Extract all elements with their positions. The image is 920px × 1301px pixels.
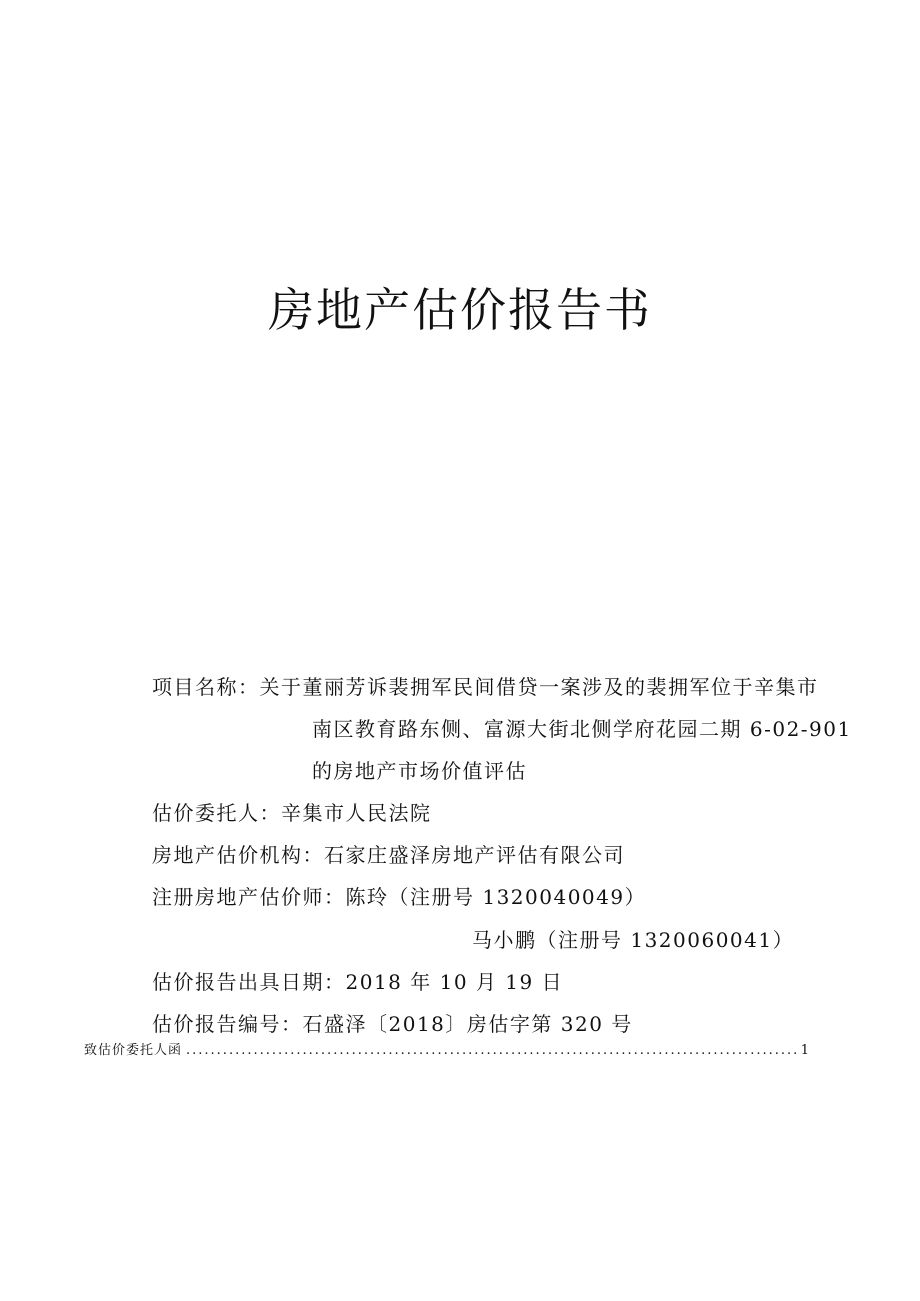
toc-entry-label: 致估价委托人函: [84, 1043, 183, 1058]
appraiser-1: 陈玲（注册号 1320040049）: [345, 885, 647, 909]
date-value: 2018 年 10 月 19 日: [345, 970, 564, 994]
project-name-row: [152, 673, 819, 701]
report-title: 房地产估价报告书: [268, 283, 652, 337]
report-no-row: [152, 1010, 633, 1038]
report-no-label: 估价报告编号：: [152, 1012, 303, 1036]
agency-label: 房地产估价机构：: [152, 843, 324, 867]
appraiser-2: 马小鹏（注册号 1320060041）: [472, 928, 795, 952]
toc-leader-dots: [186, 1042, 797, 1060]
project-name-line3: 的房地产市场价值评估: [312, 759, 527, 783]
appraiser-label: 注册房地产估价师：: [152, 885, 346, 909]
client-value: 辛集市人民法院: [281, 801, 432, 825]
toc-entry[interactable]: [84, 1042, 810, 1060]
client-label: 估价委托人：: [152, 801, 281, 825]
client-row: [152, 799, 432, 827]
project-name-line2: 南区教育路东侧、富源大街北侧学府花园二期 6-02-901: [312, 717, 852, 741]
project-name-label: 项目名称：: [152, 675, 260, 699]
toc-entry-page: 1: [800, 1043, 810, 1058]
project-name-line1: 关于董丽芳诉裴拥军民间借贷一案涉及的裴拥军位于辛集市: [259, 675, 819, 699]
date-row: [152, 968, 563, 996]
report-no-value: 石盛泽〔2018〕房估字第 320 号: [302, 1012, 633, 1036]
date-label: 估价报告出具日期：: [152, 970, 346, 994]
appraiser-row: [152, 883, 646, 911]
agency-value: 石家庄盛泽房地产评估有限公司: [324, 843, 625, 867]
agency-row: [152, 841, 625, 869]
